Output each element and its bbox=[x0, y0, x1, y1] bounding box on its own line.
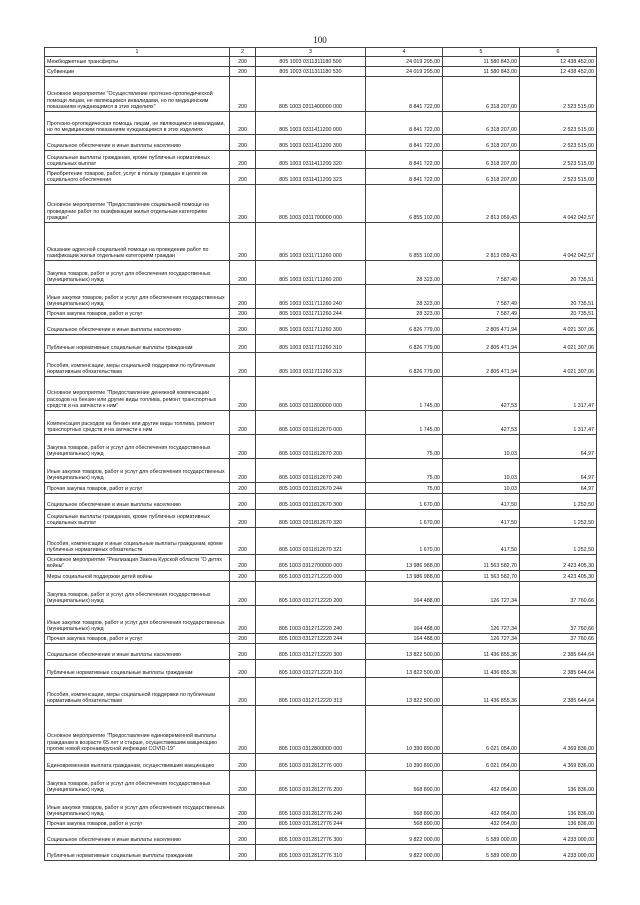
table-cell-name: Социальное обеспечение и иные выплаты населению bbox=[45, 494, 230, 510]
table-cell-group: 200 bbox=[230, 771, 256, 795]
table-cell-amount-executed: 11 563 582,70 bbox=[443, 555, 520, 571]
table-cell-amount-plan: 6 826 779,00 bbox=[366, 335, 443, 353]
table-row bbox=[45, 819, 597, 829]
table-row bbox=[45, 459, 597, 483]
table-cell-code: 805 1003 0312712220 300 bbox=[256, 644, 366, 660]
table-cell-group: 200 bbox=[230, 57, 256, 67]
table-cell-amount-remaining: 136 836,00 bbox=[520, 819, 597, 829]
table-cell-amount-executed: 417,50 bbox=[443, 528, 520, 555]
table-cell-code: 805 1003 0312812776 200 bbox=[256, 771, 366, 795]
table-row bbox=[45, 706, 597, 754]
table-cell-amount-remaining: 20 735,51 bbox=[520, 285, 597, 309]
column-header: 3 bbox=[256, 48, 366, 57]
table-cell-amount-plan: 6 855 102,00 bbox=[366, 223, 443, 261]
column-header: 4 bbox=[366, 48, 443, 57]
table-cell-name: Публичные нормативные социальные выплаты гражданам bbox=[45, 660, 230, 678]
column-header: 6 bbox=[520, 48, 597, 57]
table-cell-code: 805 1003 0311812670 240 bbox=[256, 459, 366, 483]
table-cell-amount-plan: 6 826 779,00 bbox=[366, 353, 443, 377]
table-cell-group: 200 bbox=[230, 706, 256, 754]
table-cell-amount-executed: 432 054,00 bbox=[443, 819, 520, 829]
table-cell-amount-plan: 24 019 295,00 bbox=[366, 67, 443, 77]
table-cell-group: 200 bbox=[230, 510, 256, 528]
table-cell-code: 805 1003 0311411200 300 bbox=[256, 135, 366, 151]
table-cell-amount-remaining: 12 438 452,00 bbox=[520, 67, 597, 77]
table-cell-group: 200 bbox=[230, 606, 256, 634]
table-cell-name: Социальное обеспечение и иные выплаты населению bbox=[45, 135, 230, 151]
table-cell-amount-executed: 7 587,49 bbox=[443, 285, 520, 309]
table-row bbox=[45, 644, 597, 660]
table-cell-amount-remaining: 37 760,66 bbox=[520, 606, 597, 634]
table-cell-amount-plan: 8 841 722,00 bbox=[366, 169, 443, 185]
table-row bbox=[45, 582, 597, 606]
table-cell-amount-plan: 8 841 722,00 bbox=[366, 77, 443, 112]
table-cell-group: 200 bbox=[230, 582, 256, 606]
table-cell-name: Прочая закупка товаров, работ и услуг bbox=[45, 634, 230, 644]
table-cell-name: Публичные нормативные социальные выплаты гражданам bbox=[45, 845, 230, 861]
table-row bbox=[45, 223, 597, 261]
table-cell-code: 805 1003 0311411200 323 bbox=[256, 169, 366, 185]
table-row bbox=[45, 678, 597, 706]
table-cell-code: 805 1003 0311812670 200 bbox=[256, 435, 366, 459]
table-cell-name: Субвенции bbox=[45, 67, 230, 77]
table-header-row bbox=[45, 48, 597, 57]
table-cell-amount-executed: 432 054,00 bbox=[443, 771, 520, 795]
table-cell-name: Приобретение товаров, работ, услуг в пользу граждан в целях их социального обеспечения bbox=[45, 169, 230, 185]
table-cell-amount-executed: 432 054,00 bbox=[443, 795, 520, 819]
table-cell-group: 200 bbox=[230, 435, 256, 459]
table-cell-code: 805 1003 0311400000 000 bbox=[256, 77, 366, 112]
table-cell-amount-executed: 11 580 843,00 bbox=[443, 57, 520, 67]
table-cell-name: Пособия, компенсации, меры социальной поддержки по публичным нормативным обязательствам bbox=[45, 353, 230, 377]
table-cell-name: Прочая закупка товаров, работ и услуг bbox=[45, 819, 230, 829]
table-cell-name: Пособия, компенсации, меры социальной поддержки по публичным нормативным обязательствам bbox=[45, 678, 230, 706]
table-cell-amount-executed: 11 436 855,36 bbox=[443, 660, 520, 678]
table-cell-group: 200 bbox=[230, 494, 256, 510]
table-cell-amount-executed: 6 318 207,00 bbox=[443, 112, 520, 135]
table-cell-name: Основное мероприятие "Предоставление социальной помощи на проведение работ по газификации жилья отдельным категориям граждан" bbox=[45, 185, 230, 223]
table-cell-name: Социальное обеспечение и иные выплаты населению bbox=[45, 829, 230, 845]
table-cell-amount-plan: 568 890,00 bbox=[366, 771, 443, 795]
table-cell-amount-executed: 6 318 207,00 bbox=[443, 151, 520, 169]
table-row bbox=[45, 319, 597, 335]
table-cell-code: 805 1003 0311711260 200 bbox=[256, 261, 366, 285]
table-cell-name: Закупка товаров, работ и услуг для обеспечения государственных (муниципальных) нужд bbox=[45, 771, 230, 795]
table-cell-name: Иные закупки товаров, работ и услуг для обеспечения государственных (муниципальных) нужд bbox=[45, 459, 230, 483]
table-cell-amount-executed: 10,03 bbox=[443, 459, 520, 483]
table-row bbox=[45, 845, 597, 861]
table-cell-amount-remaining: 136 836,00 bbox=[520, 795, 597, 819]
table-cell-amount-remaining: 20 735,51 bbox=[520, 261, 597, 285]
table-cell-name: Основное мероприятие "Осуществление протезно-ортопедической помощи лицам, не являющимся инвалидами, но по медицинским показаниям нуждающимся в этих изделиях" bbox=[45, 77, 230, 112]
table-cell-amount-executed: 6 318 207,00 bbox=[443, 135, 520, 151]
table-cell-code: 805 1003 0312712220 240 bbox=[256, 606, 366, 634]
table-cell-code: 805 1003 0311711260 240 bbox=[256, 285, 366, 309]
table-cell-amount-plan: 28 323,00 bbox=[366, 309, 443, 319]
table-cell-group: 200 bbox=[230, 151, 256, 169]
table-cell-amount-executed: 5 589 000,00 bbox=[443, 829, 520, 845]
table-cell-amount-plan: 9 822 000,00 bbox=[366, 829, 443, 845]
table-row bbox=[45, 353, 597, 377]
table-cell-code: 805 1003 0311812670 320 bbox=[256, 510, 366, 528]
table-cell-amount-remaining: 2 523 515,00 bbox=[520, 77, 597, 112]
table-cell-amount-remaining: 20 735,51 bbox=[520, 309, 597, 319]
table-cell-amount-plan: 568 890,00 bbox=[366, 795, 443, 819]
table-cell-group: 200 bbox=[230, 411, 256, 435]
table-cell-name: Иные закупки товаров, работ и услуг для обеспечения государственных (муниципальных) нужд bbox=[45, 795, 230, 819]
table-cell-group: 200 bbox=[230, 528, 256, 555]
table-cell-name: Социальные выплаты гражданам, кроме публичных нормативных социальных выплат bbox=[45, 151, 230, 169]
table-cell-amount-executed: 2 805 471,94 bbox=[443, 353, 520, 377]
table-cell-code: 805 1003 0312712220 313 bbox=[256, 678, 366, 706]
table-cell-name: Прочая закупка товаров, работ и услуг bbox=[45, 483, 230, 494]
table-cell-code: 805 1003 0311411200 320 bbox=[256, 151, 366, 169]
table-cell-code: 805 1003 0311700000 000 bbox=[256, 185, 366, 223]
table-cell-amount-executed: 11 563 582,70 bbox=[443, 571, 520, 582]
table-cell-amount-executed: 417,50 bbox=[443, 494, 520, 510]
table-cell-amount-remaining: 2 385 644,64 bbox=[520, 644, 597, 660]
table-cell-amount-executed: 6 021 054,00 bbox=[443, 706, 520, 754]
table-cell-amount-plan: 13 822 500,00 bbox=[366, 678, 443, 706]
table-cell-group: 200 bbox=[230, 829, 256, 845]
table-cell-name: Социальные выплаты гражданам, кроме публичных нормативных социальных выплат bbox=[45, 510, 230, 528]
table-cell-amount-remaining: 64,97 bbox=[520, 435, 597, 459]
table-cell-group: 200 bbox=[230, 319, 256, 335]
table-cell-code: 805 1003 0311711260 313 bbox=[256, 353, 366, 377]
table-cell-amount-remaining: 1 252,50 bbox=[520, 494, 597, 510]
table-cell-amount-remaining: 37 760,66 bbox=[520, 634, 597, 644]
table-cell-code: 805 1003 0312812776 310 bbox=[256, 845, 366, 861]
table-cell-amount-remaining: 4 021 307,06 bbox=[520, 335, 597, 353]
table-cell-amount-remaining: 2 385 644,64 bbox=[520, 660, 597, 678]
table-cell-group: 200 bbox=[230, 678, 256, 706]
table-cell-amount-plan: 13 822 500,00 bbox=[366, 644, 443, 660]
table-row bbox=[45, 528, 597, 555]
table-row bbox=[45, 795, 597, 819]
table-row bbox=[45, 660, 597, 678]
table-cell-amount-remaining: 64,97 bbox=[520, 459, 597, 483]
table-row bbox=[45, 634, 597, 644]
table-cell-group: 200 bbox=[230, 377, 256, 411]
table-cell-amount-executed: 11 436 855,36 bbox=[443, 644, 520, 660]
table-cell-group: 200 bbox=[230, 309, 256, 319]
table-cell-code: 805 1003 0311800000 000 bbox=[256, 377, 366, 411]
table-cell-group: 200 bbox=[230, 135, 256, 151]
table-row bbox=[45, 77, 597, 112]
table-cell-amount-plan: 1 670,00 bbox=[366, 528, 443, 555]
table-cell-group: 200 bbox=[230, 845, 256, 861]
column-header: 2 bbox=[230, 48, 256, 57]
table-cell-name: Социальное обеспечение и иные выплаты населению bbox=[45, 319, 230, 335]
page-number: 100 bbox=[313, 35, 327, 45]
table-cell-name: Основное мероприятие "Предоставление единовременной выплаты гражданам в возрасте 65 лет и старше, осуществившим вакцинацию против новой коронавирусной инфекции COVID-19" bbox=[45, 706, 230, 754]
table-cell-group: 200 bbox=[230, 169, 256, 185]
table-cell-group: 200 bbox=[230, 223, 256, 261]
table-cell-amount-remaining: 2 423 405,30 bbox=[520, 555, 597, 571]
table-cell-amount-executed: 126 727,34 bbox=[443, 634, 520, 644]
table-cell-code: 805 1003 0312712220 000 bbox=[256, 571, 366, 582]
table-cell-amount-remaining: 1 252,50 bbox=[520, 510, 597, 528]
table-row bbox=[45, 261, 597, 285]
table-cell-amount-executed: 6 318 207,00 bbox=[443, 77, 520, 112]
table-row bbox=[45, 169, 597, 185]
table-cell-amount-remaining: 1 317,47 bbox=[520, 411, 597, 435]
table-cell-amount-remaining: 4 233 000,00 bbox=[520, 829, 597, 845]
table-cell-code: 805 1003 0311812670 321 bbox=[256, 528, 366, 555]
table-cell-amount-remaining: 1 317,47 bbox=[520, 377, 597, 411]
budget-table bbox=[44, 47, 597, 861]
table-cell-amount-plan: 13 986 988,00 bbox=[366, 571, 443, 582]
table-row bbox=[45, 309, 597, 319]
table-row bbox=[45, 571, 597, 582]
table-cell-amount-remaining: 2 523 515,00 bbox=[520, 135, 597, 151]
table-cell-code: 805 1003 0311812670 244 bbox=[256, 483, 366, 494]
table-cell-amount-plan: 8 841 722,00 bbox=[366, 135, 443, 151]
table-cell-code: 805 1003 0311711260 000 bbox=[256, 223, 366, 261]
table-cell-name: Закупка товаров, работ и услуг для обеспечения государственных (муниципальных) нужд bbox=[45, 582, 230, 606]
table-cell-amount-plan: 13 822 500,00 bbox=[366, 660, 443, 678]
table-cell-amount-remaining: 4 042 042,57 bbox=[520, 185, 597, 223]
table-cell-amount-plan: 28 323,00 bbox=[366, 285, 443, 309]
table-cell-group: 200 bbox=[230, 754, 256, 771]
table-cell-amount-remaining: 64,97 bbox=[520, 483, 597, 494]
table-cell-amount-plan: 6 826 779,00 bbox=[366, 319, 443, 335]
table-row bbox=[45, 377, 597, 411]
table-cell-amount-plan: 164 488,00 bbox=[366, 634, 443, 644]
table-cell-group: 200 bbox=[230, 660, 256, 678]
table-cell-name: Компенсация расходов на бензин или другие виды топлива, ремонт транспортных средств и на запчасти к ним bbox=[45, 411, 230, 435]
table-cell-name: Основное мероприятие "Предоставление денежной компенсации расходов на бензин или другие виды топлива, ремонт транспортных средств и на запчасти к ним" bbox=[45, 377, 230, 411]
table-cell-amount-plan: 28 323,00 bbox=[366, 261, 443, 285]
table-cell-amount-plan: 1 670,00 bbox=[366, 494, 443, 510]
table-cell-amount-executed: 10,03 bbox=[443, 435, 520, 459]
table-cell-amount-remaining: 4 233 000,00 bbox=[520, 845, 597, 861]
table-cell-amount-executed: 126 727,34 bbox=[443, 606, 520, 634]
table-row bbox=[45, 151, 597, 169]
table-cell-group: 200 bbox=[230, 459, 256, 483]
table-cell-name: Социальное обеспечение и иные выплаты населению bbox=[45, 644, 230, 660]
table-cell-amount-remaining: 2 423 405,30 bbox=[520, 571, 597, 582]
table-cell-name: Закупка товаров, работ и услуг для обеспечения государственных (муниципальных) нужд bbox=[45, 435, 230, 459]
table-cell-amount-plan: 6 855 102,00 bbox=[366, 185, 443, 223]
table-cell-amount-remaining: 2 523 515,00 bbox=[520, 112, 597, 135]
table-cell-name: Единовременная выплата гражданам, осуществившим вакцинацию bbox=[45, 754, 230, 771]
table-cell-code: 805 1003 0312800000 000 bbox=[256, 706, 366, 754]
table-cell-amount-executed: 10,03 bbox=[443, 483, 520, 494]
table-cell-name: Меры социальной поддержки детей войны bbox=[45, 571, 230, 582]
table-row bbox=[45, 411, 597, 435]
table-row bbox=[45, 135, 597, 151]
table-cell-code: 805 1003 0311311180 500 bbox=[256, 57, 366, 67]
table-cell-amount-plan: 1 670,00 bbox=[366, 510, 443, 528]
table-row bbox=[45, 335, 597, 353]
table-cell-amount-executed: 5 589 000,00 bbox=[443, 845, 520, 861]
table-row bbox=[45, 57, 597, 67]
table-cell-amount-remaining: 2 523 515,00 bbox=[520, 151, 597, 169]
table-cell-amount-executed: 427,53 bbox=[443, 377, 520, 411]
table-cell-amount-remaining: 37 760,66 bbox=[520, 582, 597, 606]
table-cell-name: Прочая закупка товаров, работ и услуг bbox=[45, 309, 230, 319]
table-cell-name: Протезно-ортопедическая помощь лицам, не являющимся инвалидами, но по медицинским показаниям нуждающимся в этих изделиях bbox=[45, 112, 230, 135]
table-cell-amount-plan: 75,00 bbox=[366, 483, 443, 494]
table-cell-amount-executed: 7 587,49 bbox=[443, 309, 520, 319]
table-cell-amount-remaining: 4 369 836,00 bbox=[520, 706, 597, 754]
table-cell-amount-plan: 10 390 890,00 bbox=[366, 706, 443, 754]
table-row bbox=[45, 510, 597, 528]
table-cell-group: 200 bbox=[230, 483, 256, 494]
table-cell-amount-remaining: 1 252,50 bbox=[520, 528, 597, 555]
table-cell-code: 805 1003 0311711260 310 bbox=[256, 335, 366, 353]
table-cell-amount-remaining: 136 836,00 bbox=[520, 771, 597, 795]
table-row bbox=[45, 494, 597, 510]
table-cell-amount-plan: 75,00 bbox=[366, 435, 443, 459]
table-cell-amount-remaining: 4 021 307,06 bbox=[520, 353, 597, 377]
table-cell-amount-plan: 75,00 bbox=[366, 459, 443, 483]
table-cell-name: Межбюджетные трансферты bbox=[45, 57, 230, 67]
table-cell-code: 805 1003 0311711260 300 bbox=[256, 319, 366, 335]
table-row bbox=[45, 754, 597, 771]
table-cell-name: Иные закупки товаров, работ и услуг для обеспечения государственных (муниципальных) нужд bbox=[45, 606, 230, 634]
table-cell-group: 200 bbox=[230, 67, 256, 77]
table-cell-amount-executed: 126 727,34 bbox=[443, 582, 520, 606]
table-cell-code: 805 1003 0311711260 244 bbox=[256, 309, 366, 319]
table-cell-group: 200 bbox=[230, 555, 256, 571]
table-cell-group: 200 bbox=[230, 819, 256, 829]
table-cell-code: 805 1003 0311812670 300 bbox=[256, 494, 366, 510]
table-cell-amount-remaining: 4 021 307,06 bbox=[520, 319, 597, 335]
table-cell-group: 200 bbox=[230, 185, 256, 223]
table-cell-amount-plan: 568 890,00 bbox=[366, 819, 443, 829]
table-cell-amount-remaining: 2 523 515,00 bbox=[520, 169, 597, 185]
table-cell-amount-remaining: 4 369 836,00 bbox=[520, 754, 597, 771]
column-header: 5 bbox=[443, 48, 520, 57]
table-cell-code: 805 1003 0312812776 300 bbox=[256, 829, 366, 845]
table-row bbox=[45, 829, 597, 845]
table-cell-name: Иные закупки товаров, работ и услуг для обеспечения государственных (муниципальных) нужд bbox=[45, 285, 230, 309]
table-cell-group: 200 bbox=[230, 795, 256, 819]
table-cell-amount-plan: 10 390 890,00 bbox=[366, 754, 443, 771]
table-row bbox=[45, 185, 597, 223]
table-cell-amount-remaining: 2 385 644,64 bbox=[520, 678, 597, 706]
table-row bbox=[45, 435, 597, 459]
table-cell-code: 805 1003 0312712220 200 bbox=[256, 582, 366, 606]
table-cell-amount-plan: 1 745,00 bbox=[366, 411, 443, 435]
table-cell-name: Основное мероприятие "Реализация Закона Курской области "О детях войны" bbox=[45, 555, 230, 571]
table-cell-group: 200 bbox=[230, 285, 256, 309]
table-row bbox=[45, 606, 597, 634]
table-row bbox=[45, 483, 597, 494]
table-row bbox=[45, 771, 597, 795]
table-cell-group: 200 bbox=[230, 644, 256, 660]
table-cell-amount-remaining: 12 438 452,00 bbox=[520, 57, 597, 67]
table-cell-group: 200 bbox=[230, 335, 256, 353]
table-cell-amount-executed: 6 021 054,00 bbox=[443, 754, 520, 771]
table-cell-group: 200 bbox=[230, 261, 256, 285]
table-cell-group: 200 bbox=[230, 571, 256, 582]
table-cell-group: 200 bbox=[230, 353, 256, 377]
table-cell-amount-executed: 2 813 059,43 bbox=[443, 223, 520, 261]
table-cell-code: 805 1003 0312712220 244 bbox=[256, 634, 366, 644]
table-cell-amount-plan: 24 019 295,00 bbox=[366, 57, 443, 67]
table-cell-code: 805 1003 0312812776 244 bbox=[256, 819, 366, 829]
table-cell-code: 805 1003 0312700000 000 bbox=[256, 555, 366, 571]
table-cell-amount-executed: 417,50 bbox=[443, 510, 520, 528]
table-cell-code: 805 1003 0312712220 310 bbox=[256, 660, 366, 678]
table-cell-code: 805 1003 0311812670 000 bbox=[256, 411, 366, 435]
table-cell-amount-plan: 164 488,00 bbox=[366, 606, 443, 634]
table-row bbox=[45, 555, 597, 571]
table-cell-group: 200 bbox=[230, 634, 256, 644]
table-row bbox=[45, 67, 597, 77]
table-cell-amount-executed: 2 805 471,94 bbox=[443, 335, 520, 353]
table-cell-amount-plan: 13 986 988,00 bbox=[366, 555, 443, 571]
table-row bbox=[45, 285, 597, 309]
table-cell-name: Оказание адресной социальной помощи на проведение работ по газификации жилья отдельным категориям граждан bbox=[45, 223, 230, 261]
table-cell-amount-plan: 8 841 722,00 bbox=[366, 112, 443, 135]
table-cell-amount-executed: 2 805 471,94 bbox=[443, 319, 520, 335]
table-cell-code: 805 1003 0312812776 000 bbox=[256, 754, 366, 771]
column-header: 1 bbox=[45, 48, 230, 57]
table-cell-amount-plan: 1 745,00 bbox=[366, 377, 443, 411]
table-cell-amount-executed: 2 813 059,43 bbox=[443, 185, 520, 223]
table-cell-amount-plan: 9 822 000,00 bbox=[366, 845, 443, 861]
table-cell-name: Пособия, компенсации и иные социальные выплаты гражданам, кроме публичных нормативных обязательств bbox=[45, 528, 230, 555]
table-cell-group: 200 bbox=[230, 77, 256, 112]
table-cell-code: 805 1003 0312812776 240 bbox=[256, 795, 366, 819]
table-row bbox=[45, 112, 597, 135]
table-cell-amount-executed: 7 587,49 bbox=[443, 261, 520, 285]
table-cell-name: Публичные нормативные социальные выплаты гражданам bbox=[45, 335, 230, 353]
table-cell-code: 805 1003 0311311180 530 bbox=[256, 67, 366, 77]
table-cell-name: Закупка товаров, работ и услуг для обеспечения государственных (муниципальных) нужд bbox=[45, 261, 230, 285]
table-cell-amount-executed: 427,53 bbox=[443, 411, 520, 435]
table-cell-amount-plan: 8 841 722,00 bbox=[366, 151, 443, 169]
table-cell-amount-executed: 6 318 207,00 bbox=[443, 169, 520, 185]
table-cell-code: 805 1003 0311411200 000 bbox=[256, 112, 366, 135]
table-cell-amount-executed: 11 580 843,00 bbox=[443, 67, 520, 77]
table-cell-amount-executed: 11 436 855,36 bbox=[443, 678, 520, 706]
table-cell-amount-remaining: 4 042 042,57 bbox=[520, 223, 597, 261]
table-cell-group: 200 bbox=[230, 112, 256, 135]
table-cell-amount-plan: 164 488,00 bbox=[366, 582, 443, 606]
